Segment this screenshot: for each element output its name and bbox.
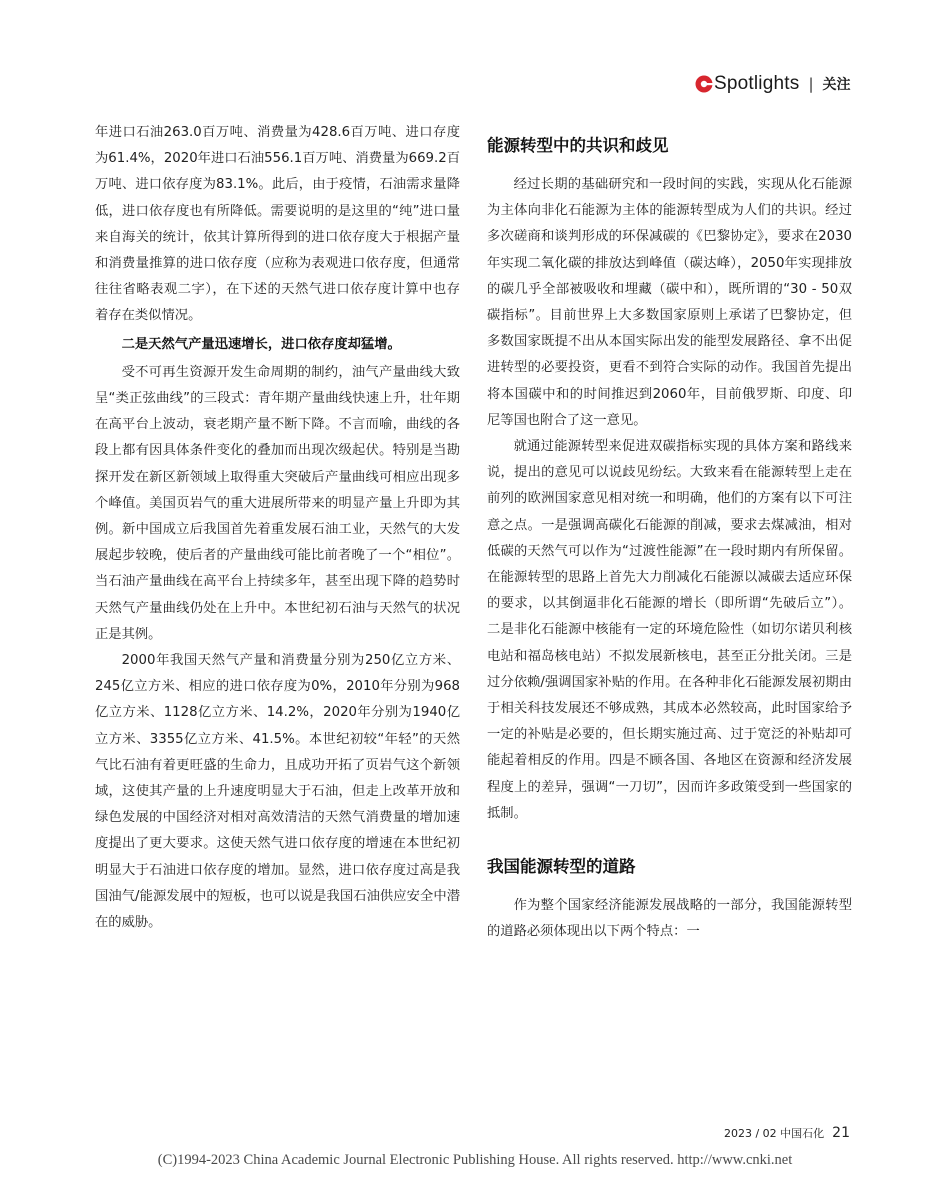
- page-number: 21: [832, 1125, 850, 1141]
- page-footer: [724, 1125, 850, 1141]
- copyright-notice: (C)1994-2023 China Academic Journal Electronic Publishing House. All rights reserved. http://www.cnki.net: [157, 1152, 793, 1168]
- header-brand: [694, 66, 851, 102]
- left-paragraph-1: 年进口石油263.0百万吨、消费量为428.6百万吨、进口存度为61.4%，2020年进口石油556.1百万吨、消费量为669.2百万吨、进口依存度为83.1%。此后，由于疫情，石油需求量降低，进口依存度也有所降低。需要说明的是这里的“纯”进口量来自海关的统计，依其计算所得到的进口依存度大于根据产量和消费量推算的进口依存度（应称为表观进口依存度，但通常往往省略表观二字），在下述的天然气进口依存度计算中也存着存在类似情况。: [95, 125, 460, 324]
- spotlights-logo-icon: [694, 74, 714, 94]
- left-bold-heading: 二是天然气产量迅速增长，进口依存度却猛增。: [121, 336, 401, 352]
- brand-separator: |: [808, 75, 814, 93]
- section-label: 关注: [822, 77, 851, 93]
- left-paragraph-2: 受不可再生资源开发生命周期的制约，油气产量曲线大致呈“类正弦曲线”的三段式：青年期产量曲线快速上升，壮年期在高平台上波动，衰老期产量不断下降。不言而喻，曲线的各段上都有因具体条件变化的叠加而出现次级起伏。特别是当勘探开发在新区新领域上取得重大突破后产量曲线可相应出现多个峰值。美国页岩气的重大进展所带来的明显产量上升即为其例。新中国成立后我国首先着重发展石油工业，天然气的大发展起步较晚，使后者的产量曲线可能比前者晚了一个“相位”。当石油产量曲线在高平台上持续多年，甚至出现下降的趋势时天然气产量曲线仍处在上升中。本世纪初石油与天然气的状况正是其例。: [95, 364, 460, 642]
- right-paragraph-1: 经过长期的基础研究和一段时间的实践，实现从化石能源为主体向非化石能源为主体的能源转型成为人们的共识。经过多次磋商和谈判形成的环保减碳的《巴黎协定》，要求在2030年实现二氧化碳的排放达到峰值（碳达峰），2050年实现排放的碳几乎全部被吸收和埋藏（碳中和），既所谓的“30 - 50双碳指标”。目前世界上大多数国家原则上承诺了巴黎协定，但多数国家既提不出从本国实际出发的能型发展路径、拿不出促进转型的必要投资，更看不到符合实际的动作。我国首先提出将本国碳中和的时间推迟到2060年，目前俄罗斯、印度、印尼等国也附合了这一意见。: [487, 177, 852, 428]
- section-heading-consensus: 能源转型中的共识和歧见: [487, 136, 669, 155]
- brand-name: Spotlights: [714, 73, 800, 94]
- left-paragraph-3: 2000年我国天然气产量和消费量分别为250亿立方米、245亿立方米、相应的进口依存度为0%，2010年分别为968亿立方米、1128亿立方米、14.2%，2020年分别为1940亿立方米、3355亿立方米、41.5%。本世纪初较“年轻”的天然气比石油有着更旺盛的生命力，且成功开拓了页岩气这个新领域，这使其产量的上升速度明显大于石油，但走上改革开放和绿色发展的中国经济对相对高效清洁的天然气消费量的增加速度提出了更大要求。这使天然气进口依存度的增速在本世纪初明显大于石油进口依存度的增加。显然，进口依存度过高是我国油气/能源发展中的短板，也可以说是我国石油供应安全中潜在的威胁。: [95, 653, 460, 931]
- section-heading-path: 我国能源转型的道路: [487, 857, 636, 877]
- right-paragraph-3: 作为整个国家经济能源发展战略的一部分，我国能源转型的道路必须体现出以下两个特点：一: [487, 898, 852, 940]
- left-column: [95, 120, 460, 936]
- right-paragraph-2: 就通过能源转型来促进双碳指标实现的具体方案和路线来说，提出的意见可以说歧见纷纭。大致来看在能源转型上走在前列的欧洲国家意见相对统一和明确，他们的方案有以下可注意之点。一是强调高碳化石能源的削减，要求去煤减油，相对低碳的天然气可以作为“过渡性能源”在一段时期内有所保留。在能源转型的思路上首先大力削减化石能源以减碳去适应环保的要求，以其倒逼非化石能源的增长（即所谓“先破后立”）。二是非化石能源中核能有一定的环境危险性（如切尔诺贝利核电站和福岛核电站）不拟发展新核电，甚至正分批关闭。三是过分依赖/强调国家补贴的作用。在各种非化石能源发展初期由于相关科技发展还不够成熟，其成本必然较高，此时国家给予一定的补贴是必要的，但长期实施过高、过于宽泛的补贴却可能起着相反的作用。四是不顾各国、各地区在资源和经济发展程度上的差异，强调“一刀切”，因而许多政策受到一些国家的抵制。: [487, 439, 852, 821]
- issue-label: 2023 / 02 中国石化: [723, 1127, 825, 1140]
- right-column: [487, 120, 852, 945]
